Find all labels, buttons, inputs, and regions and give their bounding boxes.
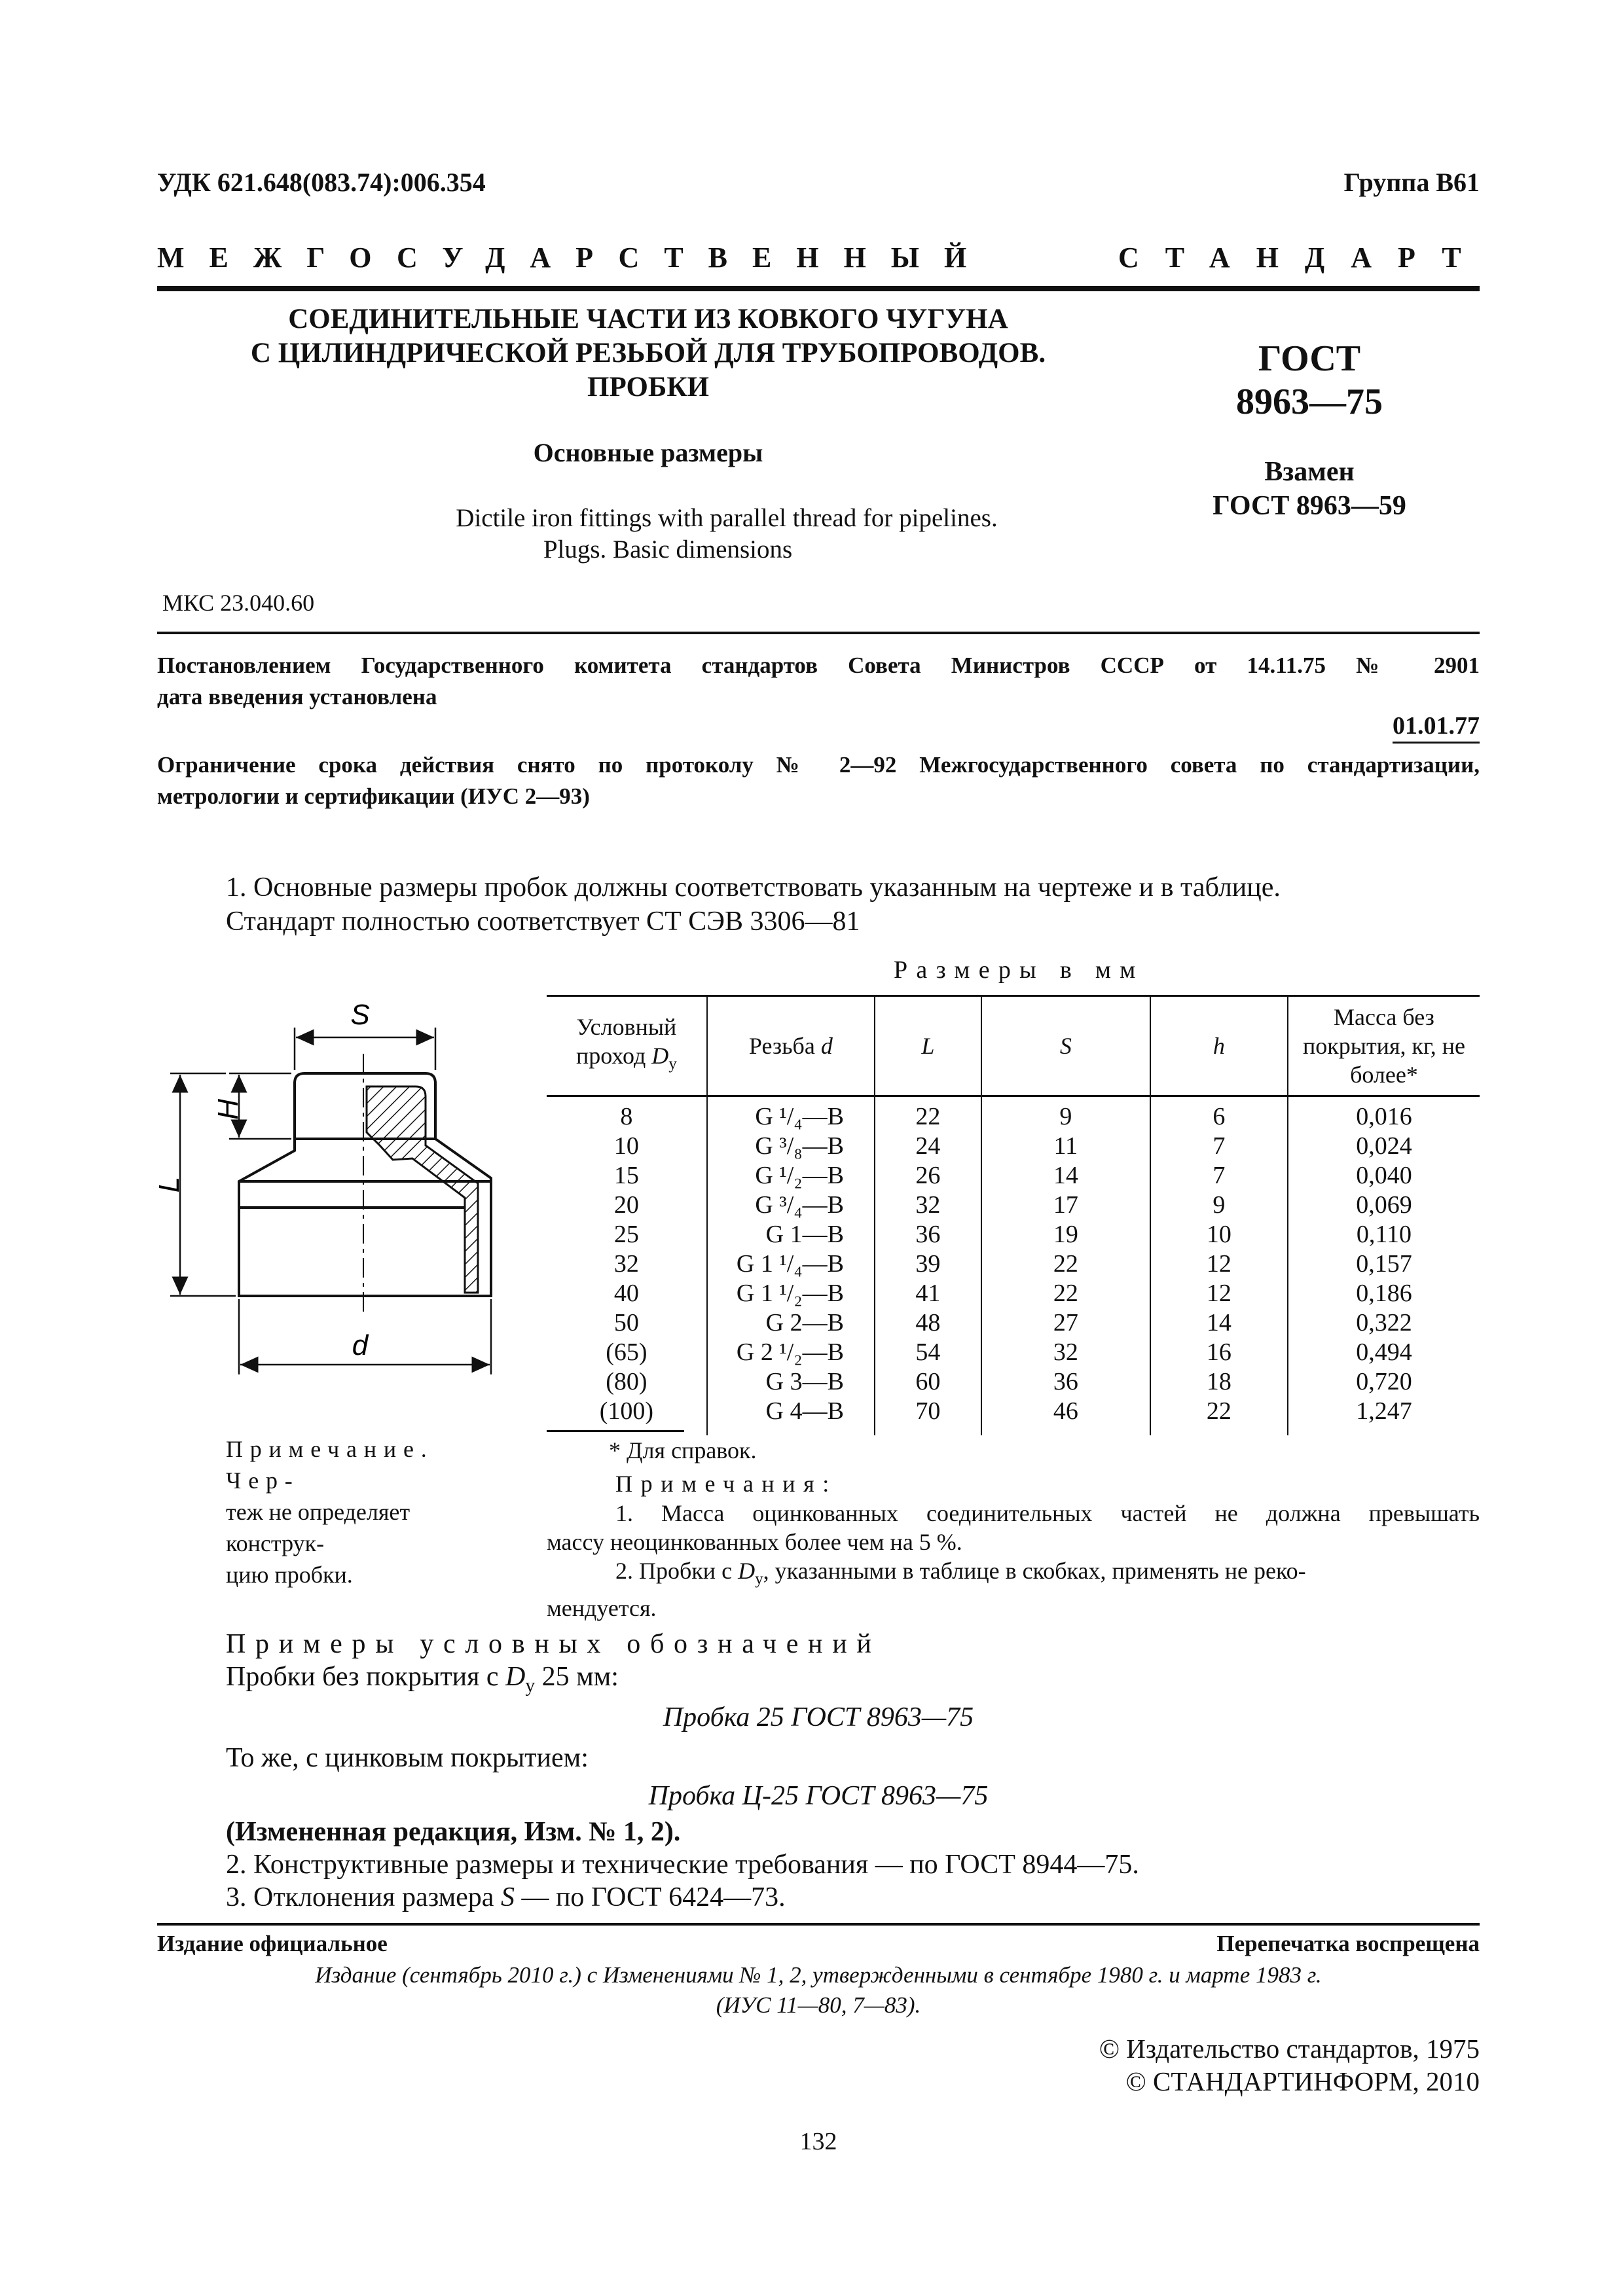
document-title [157,302,1139,404]
cell-h: 22 [1150,1397,1288,1435]
cell-thread: G 4—B [707,1397,875,1435]
table-row [547,1367,1480,1397]
cell-S: 19 [981,1220,1150,1249]
table-row [547,1191,1480,1220]
mks-code: МКС 23.040.60 [162,590,315,616]
replaces-block [1152,455,1467,523]
cell-S: 9 [981,1096,1150,1132]
cell-S: 46 [981,1397,1150,1435]
cell-L: 22 [875,1096,981,1132]
header-nominal-bore [547,996,707,1096]
cell-nominal-bore: 20 [613,1191,639,1219]
cell-L: 24 [875,1132,981,1161]
official-edition: Издание официальное [157,1931,388,1956]
drawing-note [226,1433,507,1590]
cell-L: 54 [875,1338,981,1367]
cell-h: 9 [1150,1191,1288,1220]
cell-S: 11 [981,1132,1150,1161]
cell-nominal-bore: 25 [613,1221,639,1248]
note-2-dy-symbol: D [738,1558,756,1584]
title-line-1: СОЕДИНИТЕЛЬНЫЕ ЧАСТИ ИЗ КОВКОГО ЧУГУНА [288,304,1008,334]
gost-label: ГОСТ [1258,338,1361,379]
examples-dy-sub: у [525,1675,536,1696]
english-title [157,503,1296,565]
title-rule [157,632,1480,634]
header-thread-text: Резьба [748,1033,815,1059]
clause-1 [226,870,1281,939]
cell-nominal-bore: (80) [606,1368,647,1395]
cell-thread: G 2 ¹/₂—B [707,1338,875,1367]
restriction-line-2: метрологии и сертификации (ИУС 2—93) [157,783,590,809]
edition-info [157,1960,1480,2020]
cell-mass: 0,040 [1288,1161,1480,1191]
cell-L: 48 [875,1308,981,1338]
replaces-label: Взамен [1264,457,1355,487]
table-row [547,1161,1480,1191]
edition-line-1: Издание (сентябрь 2010 г.) с Изменениями № 1, 2, утвержденными в сентябре 1980 г. и марте 1983 г. [315,1962,1322,1988]
title-line-2: С ЦИЛИНДРИЧЕСКОЙ РЕЗЬБОЙ ДЛЯ ТРУБОПРОВОДОВ. [250,338,1046,368]
reprint-notice: Перепечатка воспрещена [1216,1931,1480,1956]
example-designation-1: Пробка 25 ГОСТ 8963—75 [663,1702,974,1732]
header-thread-symbol: d [820,1033,833,1059]
example-designation-2: Пробка Ц-25 ГОСТ 8963—75 [648,1781,989,1811]
header-mass: Масса без покрытия, кг, не более* [1288,996,1480,1096]
title-line-3: ПРОБКИ [587,372,709,403]
clause-2: 2. Конструктивные размеры и технические требования — по ГОСТ 8944—75. [226,1850,1139,1880]
dimensions-table [547,995,1480,1435]
cell-L: 26 [875,1161,981,1191]
standard-type-word-1: МЕЖГОСУДАРСТВЕННЫЙ [157,242,992,274]
table-row [547,1338,1480,1367]
note-1-line-1: 1. Масса оцинкованных соединительных частей не должна превышать [615,1500,1480,1526]
clause-3-text-b: — по ГОСТ 6424—73. [521,1882,786,1912]
clause-1-line-2: Стандарт полностью соответствует СТ СЭВ 3306—81 [226,906,860,937]
gost-number: 8963—75 [1236,382,1383,422]
introduction-date: 01.01.77 [1393,710,1480,744]
cell-thread: G 1 ¹/₄—B [707,1249,875,1279]
cell-S: 22 [981,1279,1150,1308]
header-dy-sub: у [668,1055,677,1073]
gost-designation [1178,337,1440,423]
cell-thread: G 1—B [707,1220,875,1249]
clause-3 [226,1882,786,1913]
examples-line-1-text: Пробки без покрытия с [226,1662,499,1692]
table-row [547,1220,1480,1249]
header-dy-symbol: D [651,1043,669,1069]
table-row [547,1279,1480,1308]
cell-mass: 0,024 [1288,1132,1480,1161]
cell-nominal-bore: 8 [620,1103,633,1130]
examples-heading: Примеры условных обозначений [226,1629,881,1659]
cell-thread: G ³/₄—B [707,1191,875,1220]
plug-drawing [153,988,524,1407]
copyright-1: © Издательство стандартов, 1975 [1099,2034,1480,2064]
header-L: L [875,996,981,1096]
restriction-line-1: Ограничение срока действия снято по протоколу № 2—92 Межгосударственного совета по стандартизации, [157,752,1480,778]
cell-mass: 0,322 [1288,1308,1480,1338]
cell-nominal-bore: 40 [613,1280,639,1307]
cell-thread: G ¹/₂—B [707,1161,875,1191]
table-footnote: * Для справок. [609,1437,757,1463]
drawing-note-line-3: цию пробки. [226,1562,353,1588]
cell-mass: 0,720 [1288,1367,1480,1397]
cell-h: 7 [1150,1132,1288,1161]
cell-nominal-bore: (100) [599,1397,654,1425]
table-row [547,1096,1480,1132]
cell-mass: 0,494 [1288,1338,1480,1367]
cell-mass: 0,016 [1288,1096,1480,1132]
cell-S: 17 [981,1191,1150,1220]
note-2-line-2: мендуется. [547,1595,657,1622]
cell-thread: G 1 ¹/₂—B [707,1279,875,1308]
cell-nominal-bore: 15 [613,1162,639,1189]
table-row [547,1249,1480,1279]
cell-L: 36 [875,1220,981,1249]
cell-nominal-bore: 32 [613,1250,639,1278]
cell-h: 10 [1150,1220,1288,1249]
dimension-H-label: H [212,1099,244,1120]
header-thread [707,996,875,1096]
notes-heading: Примечания: [615,1471,837,1497]
cell-L: 41 [875,1279,981,1308]
dimension-lines [170,1028,491,1374]
header-h: h [1150,996,1288,1096]
cell-nominal-bore: (65) [606,1338,647,1366]
edition-line-2: (ИУС 11—80, 7—83). [716,1992,921,2018]
replaces-gost: ГОСТ 8963—59 [1213,491,1406,521]
note-2-text-b: , указанными в таблице в скобках, применять не реко- [763,1558,1306,1584]
section-hatching [367,1086,478,1293]
cell-h: 12 [1150,1279,1288,1308]
cell-S: 32 [981,1338,1150,1367]
note-2-dy-sub: у [755,1570,763,1588]
cell-h: 7 [1150,1161,1288,1191]
copyright-block [1099,2032,1480,2098]
copyright-2: © СТАНДАРТИНФОРМ, 2010 [1125,2066,1480,2096]
cell-mass: 0,069 [1288,1191,1480,1220]
dimension-L-label: L [153,1176,185,1193]
document-subtitle: Основные размеры [533,438,763,467]
cell-S: 22 [981,1249,1150,1279]
table-header-row [547,996,1480,1096]
group-code: Группа В61 [1343,168,1480,197]
cell-mass: 0,110 [1288,1220,1480,1249]
notes-body [547,1499,1480,1623]
english-title-line-1: Dictile iron fittings with parallel thread for pipelines. [456,504,998,532]
cell-L: 70 [875,1397,981,1435]
cell-h: 12 [1150,1249,1288,1279]
cell-nominal-bore: 10 [613,1132,639,1160]
drawing-note-line-2: теж не определяет конструк- [226,1499,410,1556]
examples-line-1-size: 25 мм: [541,1662,619,1692]
amendment-note: (Измененная редакция, Изм. № 1, 2). [226,1817,681,1847]
decree-line-1: Постановлением Государственного комитета стандартов Совета Министров СССР от 14.11.75 № 2901 [157,653,1480,678]
cell-S: 14 [981,1161,1150,1191]
clause-3-symbol: S [500,1882,515,1912]
examples-line-2: То же, с цинковым покрытием: [226,1743,589,1773]
english-title-line-2: Plugs. Basic dimensions [543,535,793,564]
note-2-text-a: 2. Пробки с [615,1558,733,1584]
cell-L: 60 [875,1367,981,1397]
cell-thread: G 3—B [707,1367,875,1397]
examples-line-1 [226,1661,619,1696]
table-caption: Размеры в мм [894,956,1144,984]
table-body [547,1096,1480,1436]
clause-3-text-a: 3. Отклонения размера [226,1882,494,1912]
header-nominal-bore-text: Условный проход [575,1014,677,1069]
table-row [547,1132,1480,1161]
udk-code: УДК 621.648(083.74):006.354 [157,168,486,197]
clause-1-line-1: 1. Основные размеры пробок должны соответствовать указанным на чертеже и в таблице. [226,872,1281,903]
cell-thread: G ³/₈—B [707,1132,875,1161]
cell-mass: 0,186 [1288,1279,1480,1308]
note-2-line-1 [547,1556,1480,1594]
examples-dy-symbol: D [505,1662,526,1692]
dimension-S-label: S [350,999,370,1031]
table-row [547,1397,1480,1435]
cell-thread: G 2—B [707,1308,875,1338]
footnote-rule [547,1430,684,1432]
note-1-line-2: массу неоцинкованных более чем на 5 %. [547,1529,962,1555]
cell-mass: 1,247 [1288,1397,1480,1435]
cell-thread: G ¹/₄—B [707,1096,875,1132]
dimension-d-label: d [352,1329,369,1361]
cell-L: 39 [875,1249,981,1279]
cell-S: 36 [981,1367,1150,1397]
header-S: S [981,996,1150,1096]
table-row [547,1308,1480,1338]
cell-h: 14 [1150,1308,1288,1338]
page-number: 132 [799,2128,837,2155]
cell-L: 32 [875,1191,981,1220]
cell-nominal-bore: 50 [613,1309,639,1336]
standard-type-word-2: СТАНДАРТ [1118,242,1487,274]
decree-line-2: дата введения установлена [157,684,437,709]
cell-h: 16 [1150,1338,1288,1367]
header-rule [157,286,1480,291]
drawing-note-line-1: Примечание. Чер- [226,1436,434,1494]
cell-h: 18 [1150,1367,1288,1397]
cell-h: 6 [1150,1096,1288,1132]
footer-rule [157,1923,1480,1926]
cell-S: 27 [981,1308,1150,1338]
cell-mass: 0,157 [1288,1249,1480,1279]
